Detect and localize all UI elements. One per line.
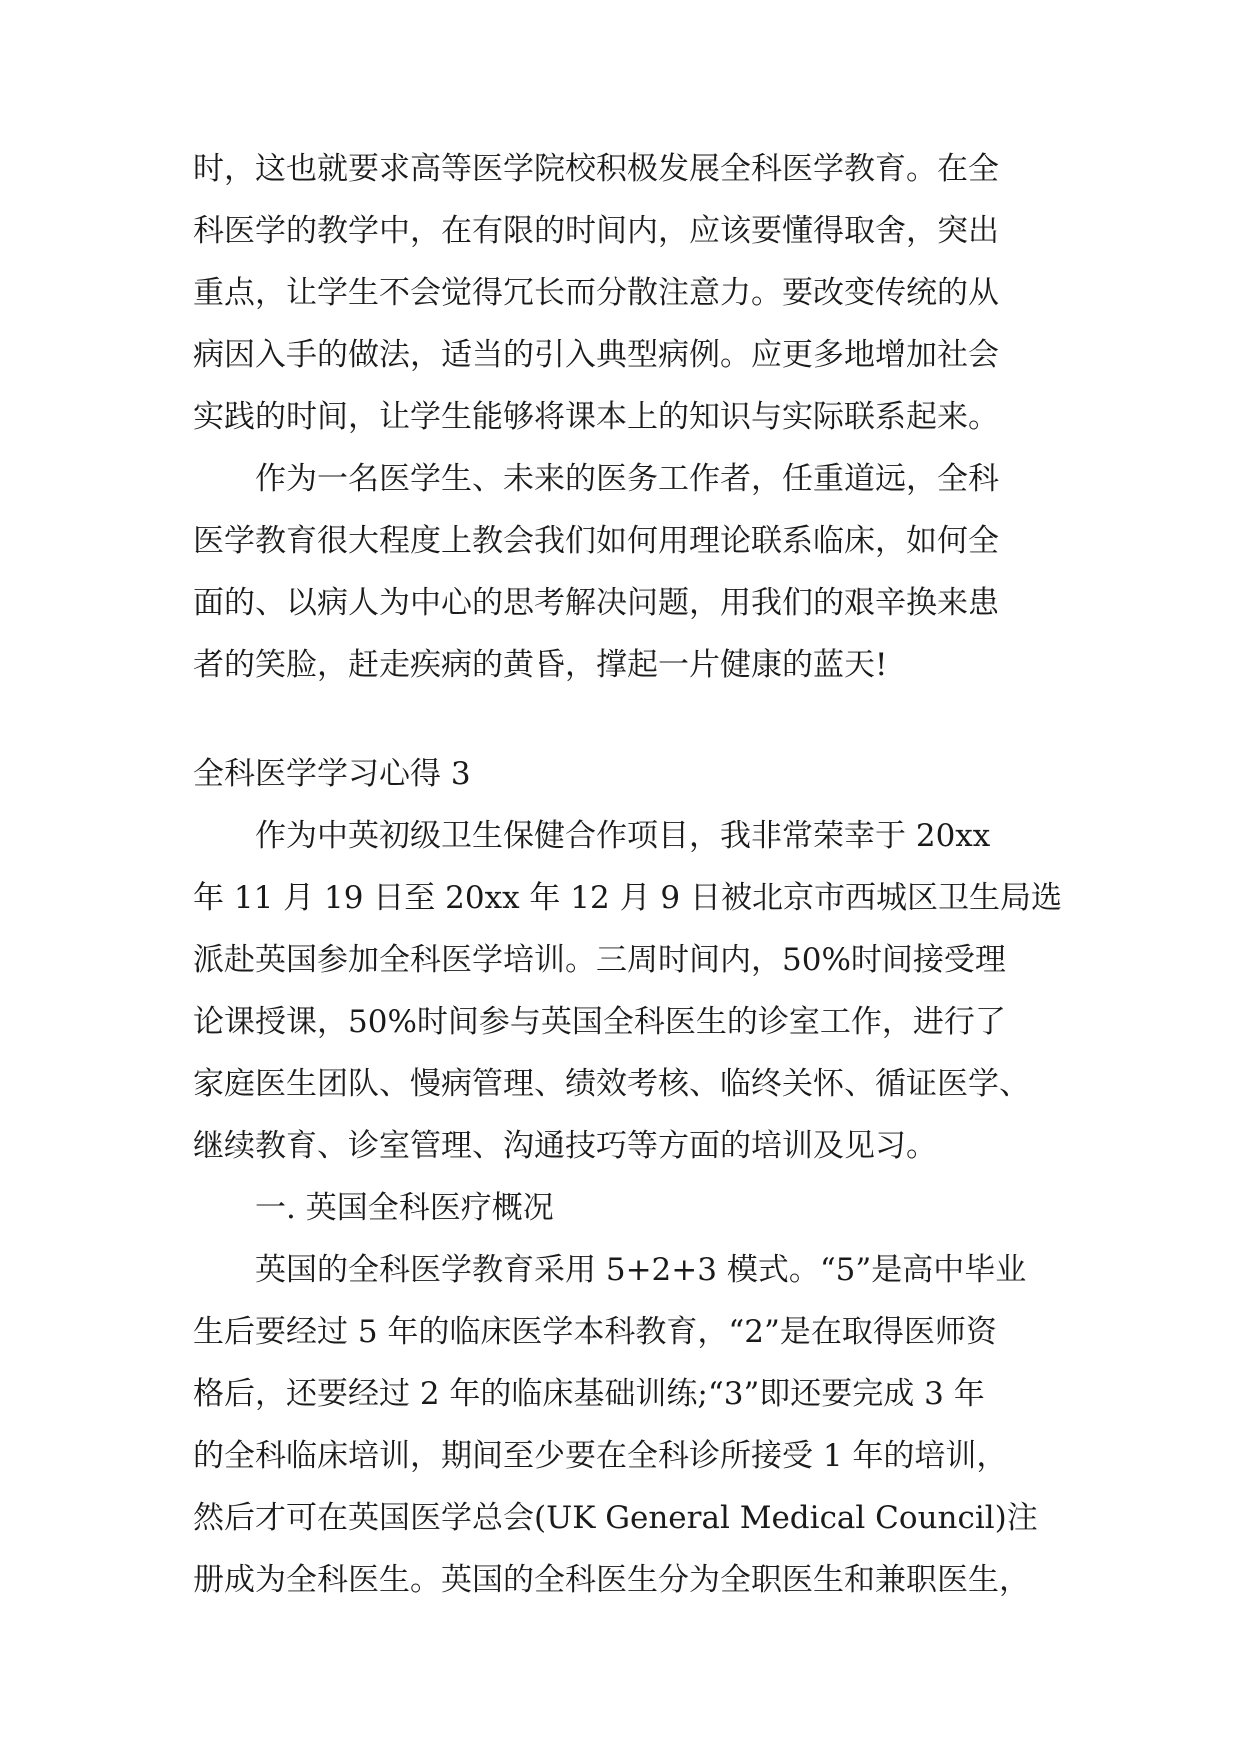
paragraph-line: 医学教育很大程度上教会我们如何用理论联系临床，如何全	[193, 523, 999, 559]
paragraph-line: 家庭医生团队、慢病管理、绩效考核、临终关怀、循证医学、	[193, 1066, 1030, 1102]
subsection-heading: 一. 英国全科医疗概况	[255, 1190, 554, 1226]
paragraph-first-line: 作为一名医学生、未来的医务工作者，任重道远，全科	[255, 461, 999, 497]
paragraph-line: 时，这也就要求高等医学院校积极发展全科医学教育。在全	[193, 151, 999, 187]
paragraph-line: 病因入手的做法，适当的引入典型病例。应更多地增加社会	[193, 337, 999, 373]
paragraph-line: 论课授课，50%时间参与英国全科医生的诊室工作，进行了	[193, 1004, 1006, 1040]
paragraph-line: 继续教育、诊室管理、沟通技巧等方面的培训及见习。	[193, 1128, 937, 1164]
paragraph-line: 然后才可在英国医学总会(UK General Medical Council)注	[193, 1500, 1038, 1536]
paragraph-first-line: 作为中英初级卫生保健合作项目，我非常荣幸于 20xx	[255, 818, 991, 854]
paragraph-line: 年 11 月 19 日至 20xx 年 12 月 9 日被北京市西城区卫生局选	[193, 880, 1063, 916]
paragraph-line: 实践的时间，让学生能够将课本上的知识与实际联系起来。	[193, 399, 999, 435]
paragraph-line: 格后，还要经过 2 年的临床基础训练;“3”即还要完成 3 年	[193, 1376, 985, 1412]
paragraph-line: 册成为全科医生。英国的全科医生分为全职医生和兼职医生，	[193, 1562, 1030, 1598]
paragraph-line: 重点，让学生不会觉得冗长而分散注意力。要改变传统的从	[193, 275, 999, 311]
paragraph-line: 者的笑脸，赶走疾病的黄昏，撑起一片健康的蓝天!	[193, 647, 888, 683]
section-heading: 全科医学学习心得 3	[193, 756, 471, 792]
paragraph-first-line: 英国的全科医学教育采用 5+2+3 模式。“5”是高中毕业	[255, 1252, 1027, 1288]
paragraph-line: 派赴英国参加全科医学培训。三周时间内，50%时间接受理	[193, 942, 1006, 978]
paragraph-line: 面的、以病人为中心的思考解决问题，用我们的艰辛换来患	[193, 585, 999, 621]
paragraph-line: 科医学的教学中，在有限的时间内，应该要懂得取舍，突出	[193, 213, 999, 249]
paragraph-line: 生后要经过 5 年的临床医学本科教育，“2”是在取得医师资	[193, 1314, 997, 1350]
paragraph-line: 的全科临床培训，期间至少要在全科诊所接受 1 年的培训，	[193, 1438, 1008, 1474]
